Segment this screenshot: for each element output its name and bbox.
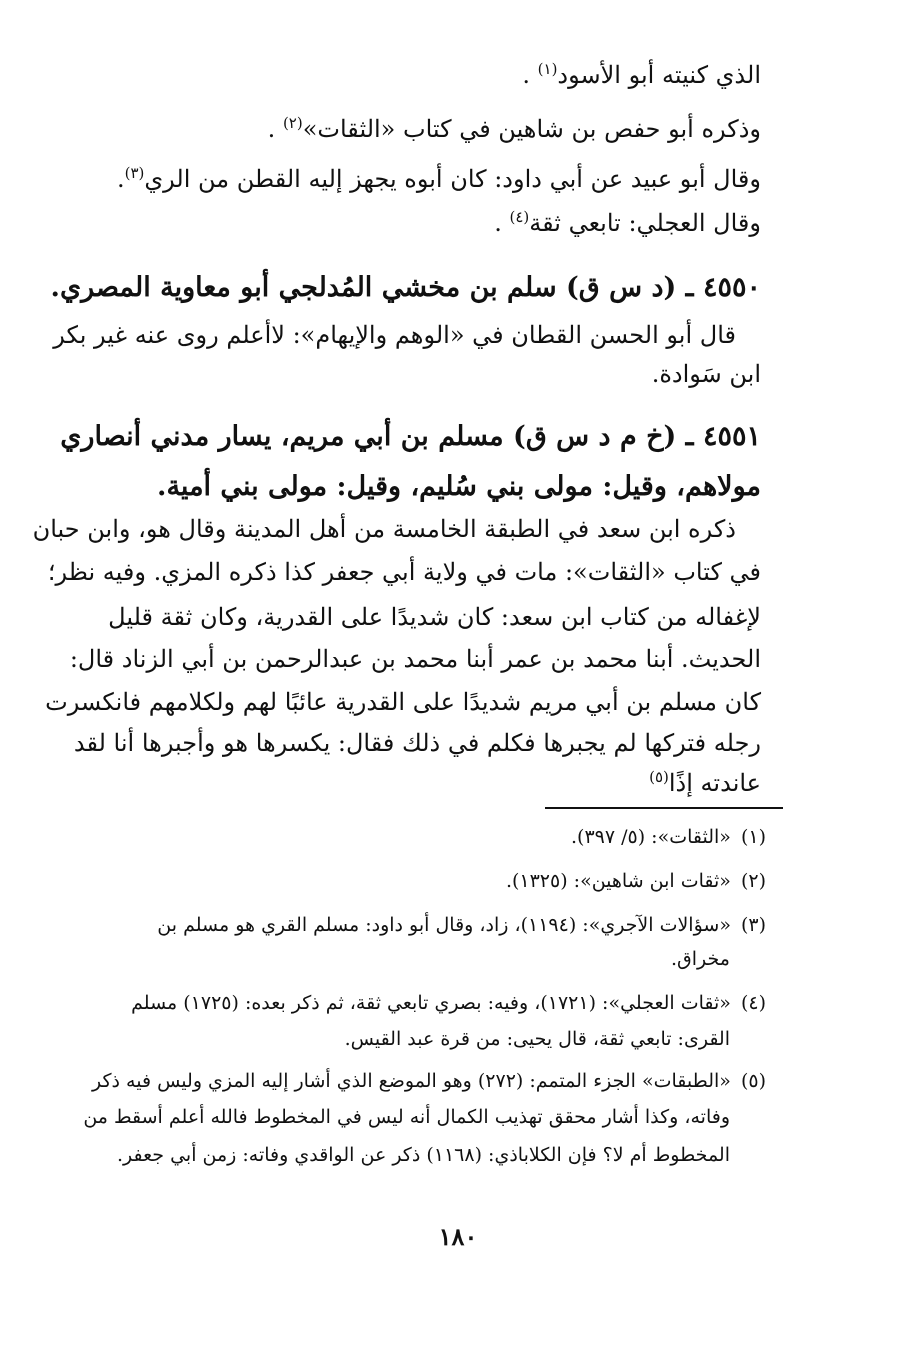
footnote-ref: (١) bbox=[537, 60, 558, 78]
body-line: قال أبو الحسن القطان في «الوهم والإيهام»: لاأعلم روى عنه غير بكر bbox=[53, 321, 736, 349]
body-line: وقال العجلي: تابعي ثقة$^{(٤)}$ . bbox=[494, 208, 761, 237]
body-line: رجله فتركها لم يجبرها فكلم في ذلك فقال: يكسرها هو وأجبرها أنا لقد bbox=[73, 729, 761, 757]
body-line: ابن سَوادة. bbox=[651, 360, 761, 388]
body-line: وذكره أبو حفص بن شاهين في كتاب «الثقات»$^{(٢)}$ . bbox=[267, 114, 761, 143]
entry-heading-4551-cont: مولاهم، وقيل: مولى بني سُليم، وقيل: مولى بني أمية. bbox=[157, 471, 761, 502]
body-line: لإغفاله من كتاب ابن سعد: كان شديدًا على القدرية، وكان ثقة قليل bbox=[108, 603, 761, 631]
body-line: وقال أبو عبيد عن أبي داود: كان أبوه يجهز إليه القطن من الري$^{(٣)}$. bbox=[116, 164, 761, 193]
footnote-ref: (٤) bbox=[509, 208, 530, 226]
body-line: في كتاب «الثقات»: مات في ولاية أبي جعفر كذا ذكره المزي. وفيه نظر؛ bbox=[47, 558, 761, 586]
footnote-5-cont: المخطوط أم لا؟ فإن الكلاباذي: (١١٦٨) ذكر عن الواقدي وفاته: زمن أبي جعفر. bbox=[117, 1144, 730, 1166]
footnote-4: (٤)«ثقات العجلي»: (١٧٢١)، وفيه: بصري تابعي ثقة، ثم ذكر بعده: (١٧٢٥) مسلم bbox=[131, 992, 766, 1014]
body-line: عاندته إذًا$^{(٥)}$ bbox=[649, 768, 761, 797]
footnote-4-cont: القرى: تابعي ثقة، قال يحيى: من قرة عبد القيس. bbox=[344, 1028, 730, 1050]
footnote-3: (٣)«سؤالات الآجري»: (١١٩٤)، زاد، وقال أبو داود: مسلم القري هو مسلم بن bbox=[157, 914, 766, 936]
body-line: الذي كنيته أبو الأسود$^{(١)}$ . bbox=[522, 60, 761, 89]
entry-heading-4550: ٤٥٥٠ ـ (د س ق) سلم بن مخشي المُدلجي أبو معاوية المصري. bbox=[50, 272, 761, 303]
footnote-5-cont: وفاته، وكذا أشار محقق تهذيب الكمال أنه ليس في المخطوط فالله أعلم أسقط من bbox=[83, 1106, 730, 1128]
footnote-5: (٥)«الطبقات» الجزء المتمم: (٢٧٢) وهو الموضع الذي أشار إليه المزي وليس فيه ذكر bbox=[92, 1070, 766, 1092]
page-number: ١٨٠ bbox=[438, 1222, 478, 1251]
footnote-3-cont: مخراق. bbox=[671, 948, 730, 970]
footnote-2: (٢)«ثقات ابن شاهين»: (١٣٢٥). bbox=[505, 870, 766, 892]
body-line: الحديث. أبنا محمد بن عمر أبنا محمد بن عبدالرحمن بن أبي الزناد قال: bbox=[69, 645, 761, 673]
footnote-1: (١)«الثقات»: (٥/ ٣٩٧). bbox=[570, 826, 766, 848]
footnote-ref: (٢) bbox=[282, 114, 303, 132]
entry-heading-4551: ٤٥٥١ ـ (خ م د س ق) مسلم بن أبي مريم، يسار مدني أنصاري bbox=[60, 421, 761, 452]
body-line: كان مسلم بن أبي مريم شديدًا على القدرية عائبًا لهم ولكلامهم فانكسرت bbox=[45, 688, 761, 716]
body-line: ذكره ابن سعد في الطبقة الخامسة من أهل المدينة وقال هو، وابن حبان bbox=[32, 515, 736, 543]
footnote-ref: (٣) bbox=[124, 164, 145, 182]
footnote-ref: (٥) bbox=[649, 768, 669, 786]
footnote-separator bbox=[545, 807, 783, 809]
